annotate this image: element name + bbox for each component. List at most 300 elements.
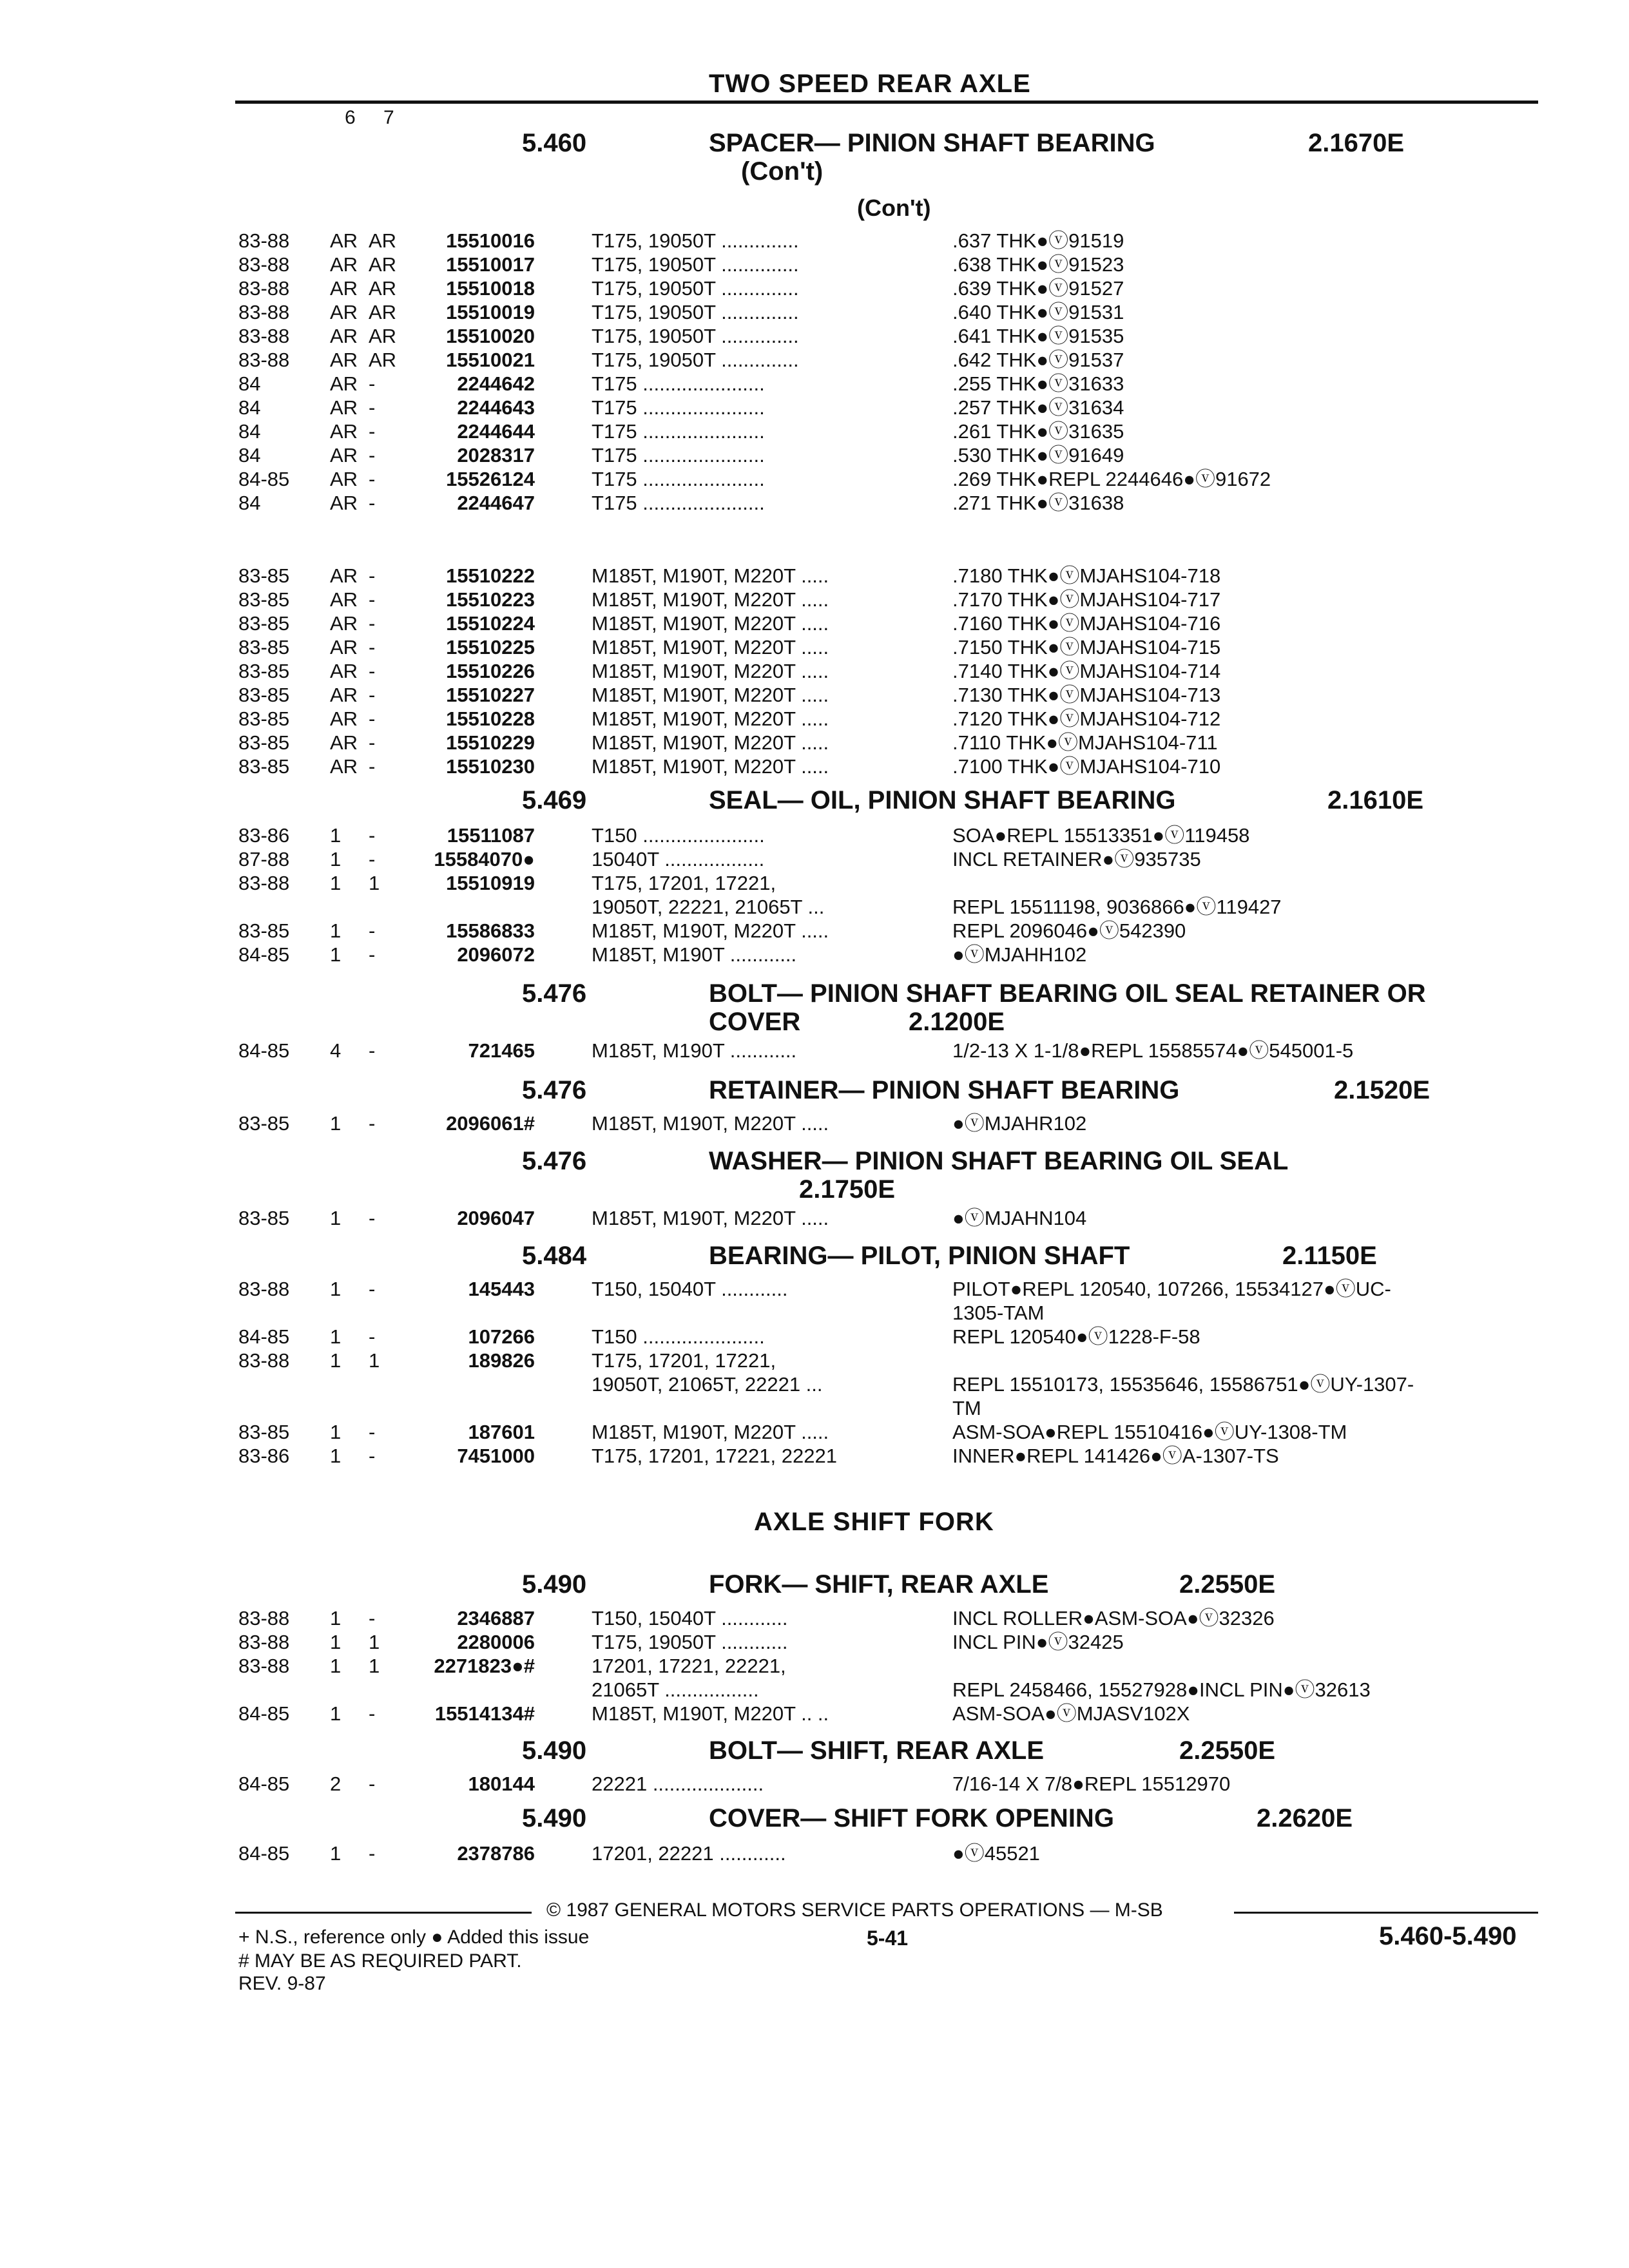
quantity-col-7: - (369, 396, 376, 419)
part-number: 2280006 (457, 1631, 535, 1653)
part-row (0, 324, 1629, 348)
description: ●ⓥ45521 (952, 1842, 1040, 1865)
section-header-retainer (522, 1076, 1553, 1104)
footer-note-ns: + N.S., reference only ● Added this issue (238, 1927, 590, 1948)
application: 17201, 22221 ............ (592, 1842, 786, 1865)
part-number: 2271823●# (434, 1655, 535, 1677)
section-number: 5.490 (522, 1804, 587, 1832)
application: M185T, M190T, M220T ..... (592, 1112, 829, 1135)
quantity-col-6: AR (330, 564, 358, 587)
quantity-col-6: 1 (330, 1325, 342, 1348)
description: .7130 THK●ⓥMJAHS104-713 (952, 684, 1221, 706)
description: INCL PIN●ⓥ32425 (952, 1631, 1124, 1653)
part-row (0, 1325, 1629, 1349)
part-row (0, 1372, 1629, 1396)
part-row (0, 1444, 1629, 1468)
subsection-title: AXLE SHIFT FORK (754, 1508, 994, 1536)
application: M185T, M190T, M220T ..... (592, 588, 829, 611)
quantity-col-7: - (369, 636, 376, 658)
quantity-col-6: AR (330, 707, 358, 730)
quantity-col-6: AR (330, 325, 358, 347)
section-header-cover (522, 1804, 1553, 1832)
description: REPL 120540●ⓥ1228-F-58 (952, 1325, 1200, 1348)
part-row (0, 1039, 1629, 1062)
part-number: 15526124 (446, 468, 535, 490)
quantity-col-7: - (369, 444, 376, 466)
description: .7110 THK●ⓥMJAHS104-711 (952, 731, 1218, 754)
description: PILOT●REPL 120540, 107266, 15534127●ⓥUC- (952, 1278, 1391, 1300)
part-number: 15510222 (446, 564, 535, 587)
part-row (0, 300, 1629, 324)
application: M185T, M190T, M220T ..... (592, 636, 829, 658)
quantity-col-7: - (369, 660, 376, 682)
part-row (0, 253, 1629, 276)
quantity-col-6: AR (330, 612, 358, 635)
quantity-col-6: 1 (330, 943, 342, 966)
part-row (0, 707, 1629, 731)
description: ●ⓥMJAHH102 (952, 943, 1087, 966)
quantity-col-7: - (369, 1445, 376, 1467)
part-number: 15510223 (446, 588, 535, 611)
quantity-col-7: - (369, 1421, 376, 1443)
part-row (0, 847, 1629, 871)
part-row (0, 1396, 1629, 1420)
part-row (0, 276, 1629, 300)
column-7-label: 7 (383, 107, 394, 128)
quantity-col-6: 1 (330, 1842, 342, 1865)
page-range: 5.460-5.490 (1379, 1922, 1517, 1950)
description: INCL RETAINER●ⓥ935735 (952, 848, 1201, 870)
footer-rule-right (1234, 1912, 1538, 1914)
model-years: 83-88 (238, 349, 290, 371)
section-name-line2: (Con't) (741, 157, 824, 186)
part-number: 721465 (468, 1039, 535, 1062)
model-years: 83-88 (238, 229, 290, 252)
application: T175 ...................... (592, 492, 765, 514)
application: M185T, M190T ............ (592, 943, 797, 966)
description: .640 THK●ⓥ91531 (952, 301, 1124, 323)
quantity-col-7: AR (369, 277, 397, 300)
quantity-col-6: AR (330, 755, 358, 778)
description: .255 THK●ⓥ31633 (952, 372, 1124, 395)
quantity-col-7: - (369, 684, 376, 706)
part-number: 145443 (468, 1278, 535, 1300)
section-code: 2.1750E (799, 1175, 896, 1204)
quantity-col-6: AR (330, 372, 358, 395)
model-years: 87-88 (238, 848, 290, 870)
section-name: SPACER— PINION SHAFT BEARING (709, 129, 1155, 157)
description: .7150 THK●ⓥMJAHS104-715 (952, 636, 1221, 658)
part-number: 2096072 (457, 943, 535, 966)
quantity-col-7: - (369, 1325, 376, 1348)
quantity-col-7: 1 (369, 1655, 380, 1677)
part-number: 189826 (468, 1349, 535, 1372)
section-header-washer (522, 1147, 1553, 1204)
application: T175 ...................... (592, 444, 765, 466)
copyright: © 1987 GENERAL MOTORS SERVICE PARTS OPERATIONS — M-SB (546, 1899, 1163, 1921)
section-header-bolt-retainer (522, 979, 1553, 1036)
application: T150, 15040T ............ (592, 1607, 788, 1629)
section-code: 2.2550E (1179, 1570, 1276, 1599)
application: T175, 17201, 17221, (592, 872, 776, 894)
part-number: 15510018 (446, 277, 535, 300)
description: 1/2-13 X 1-1/8●REPL 15585574●ⓥ545001-5 (952, 1039, 1354, 1062)
section-number: 5.490 (522, 1736, 587, 1765)
quantity-col-6: AR (330, 349, 358, 371)
quantity-col-6: AR (330, 731, 358, 754)
application: T175 ...................... (592, 372, 765, 395)
part-number: 2244647 (457, 492, 535, 514)
model-years: 83-88 (238, 277, 290, 300)
part-row (0, 919, 1629, 943)
quantity-col-7: - (369, 372, 376, 395)
part-number: 15586833 (446, 919, 535, 942)
application: 21065T ................. (592, 1678, 759, 1701)
quantity-col-7: - (369, 824, 376, 847)
application: T175, 19050T .............. (592, 229, 799, 252)
application: T175, 19050T ............ (592, 1631, 788, 1653)
model-years: 83-85 (238, 1421, 290, 1443)
section-number: 5.476 (522, 1147, 587, 1175)
part-number: 15510230 (446, 755, 535, 778)
model-years: 83-85 (238, 1207, 290, 1229)
part-row (0, 588, 1629, 611)
quantity-col-7: - (369, 943, 376, 966)
quantity-col-7: - (369, 919, 376, 942)
model-years: 83-85 (238, 612, 290, 635)
part-row (0, 1301, 1629, 1325)
quantity-col-7: - (369, 1207, 376, 1229)
section-name-line2: COVER (709, 1008, 801, 1036)
part-row (0, 443, 1629, 467)
quantity-col-6: 1 (330, 1207, 342, 1229)
header-rule (235, 101, 1538, 104)
part-number: 107266 (468, 1325, 535, 1348)
section-number: 5.460 (522, 129, 587, 157)
quantity-col-7: - (369, 1112, 376, 1135)
application: M185T, M190T, M220T ..... (592, 684, 829, 706)
part-row (0, 1841, 1629, 1865)
description: .642 THK●ⓥ91537 (952, 349, 1124, 371)
description: .271 THK●ⓥ31638 (952, 492, 1124, 514)
part-row (0, 611, 1629, 635)
quantity-col-6: AR (330, 420, 358, 443)
section-number: 5.476 (522, 979, 587, 1008)
quantity-col-7: 1 (369, 872, 380, 894)
quantity-col-6: 1 (330, 919, 342, 942)
part-row (0, 1420, 1629, 1444)
application: 15040T .................. (592, 848, 765, 870)
quantity-col-7: - (369, 1039, 376, 1062)
continued-label: (Con't) (857, 195, 931, 221)
part-row (0, 823, 1629, 847)
revision: REV. 9-87 (238, 1973, 326, 1994)
quantity-col-6: 1 (330, 1421, 342, 1443)
description: 1305-TAM (952, 1302, 1045, 1324)
model-years: 84-85 (238, 468, 290, 490)
model-years: 84 (238, 444, 261, 466)
application: T175, 19050T .............. (592, 253, 799, 276)
part-row (0, 635, 1629, 659)
quantity-col-7: - (369, 612, 376, 635)
model-years: 83-85 (238, 588, 290, 611)
section-name: WASHER— PINION SHAFT BEARING OIL SEAL (709, 1147, 1289, 1175)
description: .530 THK●ⓥ91649 (952, 444, 1124, 466)
application: T175, 19050T .............. (592, 301, 799, 323)
description: REPL 2096046●ⓥ542390 (952, 919, 1186, 942)
part-row (0, 1206, 1629, 1230)
model-years: 84-85 (238, 1702, 290, 1725)
footer-rule-left (235, 1912, 532, 1914)
model-years: 83-85 (238, 660, 290, 682)
part-number: 15510017 (446, 253, 535, 276)
application: 22221 .................... (592, 1773, 764, 1795)
part-row (0, 1772, 1629, 1796)
application: T175, 17201, 17221, (592, 1349, 776, 1372)
part-row (0, 372, 1629, 396)
application: T175 ...................... (592, 468, 765, 490)
model-years: 84 (238, 492, 261, 514)
application: T150, 15040T ............ (592, 1278, 788, 1300)
part-number: 15510919 (446, 872, 535, 894)
quantity-col-6: 1 (330, 1655, 342, 1677)
part-number: 15510021 (446, 349, 535, 371)
application: T150 ...................... (592, 824, 765, 847)
part-number: 15510224 (446, 612, 535, 635)
section-code: 2.1200E (909, 1008, 1005, 1036)
description: .7180 THK●ⓥMJAHS104-718 (952, 564, 1221, 587)
description: INCL ROLLER●ASM-SOA●ⓥ32326 (952, 1607, 1275, 1629)
model-years: 83-88 (238, 253, 290, 276)
section-name: FORK— SHIFT, REAR AXLE (709, 1570, 1049, 1599)
quantity-col-6: AR (330, 468, 358, 490)
quantity-col-7: - (369, 1773, 376, 1795)
application: 17201, 17221, 22221, (592, 1655, 786, 1677)
description: .269 THK●REPL 2244646●ⓥ91672 (952, 468, 1271, 490)
section-number: 5.476 (522, 1076, 587, 1104)
quantity-col-6: 2 (330, 1773, 342, 1795)
section-name: BOLT— SHIFT, REAR AXLE (709, 1736, 1044, 1765)
model-years: 84 (238, 396, 261, 419)
quantity-col-6: AR (330, 253, 358, 276)
quantity-col-6: 4 (330, 1039, 342, 1062)
description: ●ⓥMJAHR102 (952, 1112, 1087, 1135)
model-years: 83-86 (238, 824, 290, 847)
quantity-col-6: 1 (330, 1702, 342, 1725)
column-6-label: 6 (345, 107, 356, 128)
application: 19050T, 21065T, 22221 ... (592, 1373, 823, 1396)
quantity-col-6: 1 (330, 1607, 342, 1629)
quantity-col-7: - (369, 468, 376, 490)
part-number: 15584070● (434, 848, 535, 870)
section-header-shift-bolt (522, 1736, 1553, 1765)
description: .7120 THK●ⓥMJAHS104-712 (952, 707, 1221, 730)
part-row (0, 683, 1629, 707)
description: INNER●REPL 141426●ⓥA-1307-TS (952, 1445, 1279, 1467)
part-number: 15510227 (446, 684, 535, 706)
quantity-col-6: AR (330, 636, 358, 658)
section-number: 5.490 (522, 1570, 587, 1599)
part-number: 7451000 (457, 1445, 535, 1467)
part-row (0, 1654, 1629, 1678)
quantity-col-6: 1 (330, 848, 342, 870)
description: .7100 THK●ⓥMJAHS104-710 (952, 755, 1221, 778)
application: M185T, M190T, M220T ..... (592, 755, 829, 778)
model-years: 83-88 (238, 872, 290, 894)
quantity-col-6: AR (330, 229, 358, 252)
quantity-col-7: AR (369, 349, 397, 371)
model-years: 83-85 (238, 707, 290, 730)
part-row (0, 943, 1629, 966)
application: T175, 19050T .............. (592, 277, 799, 300)
quantity-col-6: 1 (330, 1445, 342, 1467)
page-number: 5-41 (867, 1927, 909, 1950)
part-row (0, 491, 1629, 515)
description: SOA●REPL 15513351●ⓥ119458 (952, 824, 1250, 847)
quantity-col-6: AR (330, 588, 358, 611)
section-name: BEARING— PILOT, PINION SHAFT (709, 1242, 1130, 1270)
application: T175, 19050T .............. (592, 349, 799, 371)
part-row (0, 1111, 1629, 1135)
part-number: 15510228 (446, 707, 535, 730)
quantity-col-6: AR (330, 684, 358, 706)
part-row (0, 348, 1629, 372)
application: M185T, M190T ............ (592, 1039, 797, 1062)
description: TM (952, 1397, 981, 1419)
application: M185T, M190T, M220T .. .. (592, 1702, 829, 1725)
model-years: 83-88 (238, 1607, 290, 1629)
application: T175 ...................... (592, 420, 765, 443)
page-title: TWO SPEED REAR AXLE (709, 70, 1031, 98)
quantity-col-6: 1 (330, 1278, 342, 1300)
application: M185T, M190T, M220T ..... (592, 1207, 829, 1229)
section-header-fork (522, 1570, 1553, 1599)
part-number: 15510019 (446, 301, 535, 323)
section-number: 5.469 (522, 786, 587, 814)
part-number: 15510016 (446, 229, 535, 252)
quantity-col-6: AR (330, 660, 358, 682)
part-number: 2028317 (457, 444, 535, 466)
description: ASM-SOA●REPL 15510416●ⓥUY-1308-TM (952, 1421, 1347, 1443)
quantity-col-6: 1 (330, 1631, 342, 1653)
quantity-col-6: 1 (330, 824, 342, 847)
part-number: 15514134# (434, 1702, 535, 1725)
description: REPL 2458466, 15527928●INCL PIN●ⓥ32613 (952, 1678, 1371, 1701)
quantity-col-6: AR (330, 277, 358, 300)
application: M185T, M190T, M220T ..... (592, 660, 829, 682)
model-years: 84 (238, 420, 261, 443)
section-code: 2.1610E (1327, 786, 1424, 814)
quantity-col-7: - (369, 1278, 376, 1300)
quantity-col-7: - (369, 420, 376, 443)
part-number: 2244642 (457, 372, 535, 395)
quantity-col-7: - (369, 731, 376, 754)
part-row (0, 467, 1629, 491)
part-number: 2244644 (457, 420, 535, 443)
quantity-col-6: AR (330, 301, 358, 323)
part-number: 15510226 (446, 660, 535, 682)
quantity-col-6: AR (330, 492, 358, 514)
description: .637 THK●ⓥ91519 (952, 229, 1124, 252)
part-row (0, 731, 1629, 754)
quantity-col-6: 1 (330, 872, 342, 894)
part-row (0, 396, 1629, 419)
part-row (0, 564, 1629, 588)
description: .638 THK●ⓥ91523 (952, 253, 1124, 276)
part-row (0, 1606, 1629, 1630)
part-row (0, 871, 1629, 895)
application: M185T, M190T, M220T ..... (592, 612, 829, 635)
description: .261 THK●ⓥ31635 (952, 420, 1124, 443)
quantity-col-7: - (369, 755, 376, 778)
section-name: COVER— SHIFT FORK OPENING (709, 1804, 1114, 1832)
quantity-col-7: 1 (369, 1631, 380, 1653)
quantity-col-7: 1 (369, 1349, 380, 1372)
model-years: 83-85 (238, 919, 290, 942)
application: M185T, M190T, M220T ..... (592, 919, 829, 942)
quantity-col-7: - (369, 1702, 376, 1725)
model-years: 83-85 (238, 564, 290, 587)
part-row (0, 1678, 1629, 1702)
part-row (0, 1702, 1629, 1725)
model-years: 83-85 (238, 684, 290, 706)
quantity-col-7: - (369, 492, 376, 514)
part-number: 2096047 (457, 1207, 535, 1229)
model-years: 83-88 (238, 325, 290, 347)
model-years: 83-85 (238, 1112, 290, 1135)
part-number: 187601 (468, 1421, 535, 1443)
quantity-col-7: AR (369, 325, 397, 347)
description: REPL 15511198, 9036866●ⓥ119427 (952, 896, 1282, 918)
model-years: 83-88 (238, 1655, 290, 1677)
quantity-col-7: AR (369, 253, 397, 276)
description: .7160 THK●ⓥMJAHS104-716 (952, 612, 1221, 635)
application: T175, 19050T .............. (592, 325, 799, 347)
section-code: 2.1150E (1282, 1242, 1377, 1270)
quantity-col-7: - (369, 848, 376, 870)
quantity-col-6: AR (330, 444, 358, 466)
section-code: 2.2550E (1179, 1736, 1276, 1765)
model-years: 84-85 (238, 1773, 290, 1795)
section-name: BOLT— PINION SHAFT BEARING OIL SEAL RETAINER OR (709, 979, 1426, 1008)
section-code: 2.2620E (1257, 1804, 1353, 1832)
model-years: 84-85 (238, 1842, 290, 1865)
section-code: 2.1670E (1308, 129, 1405, 157)
model-years: 84 (238, 372, 261, 395)
part-row (0, 659, 1629, 683)
part-number: 15511087 (447, 824, 535, 847)
part-number: 15510229 (446, 731, 535, 754)
description: 7/16-14 X 7/8●REPL 15512970 (952, 1773, 1231, 1795)
description: .639 THK●ⓥ91527 (952, 277, 1124, 300)
part-number: 180144 (468, 1773, 535, 1795)
quantity-col-7: - (369, 1607, 376, 1629)
application: T175 ...................... (592, 396, 765, 419)
part-number: 2244643 (457, 396, 535, 419)
description: ●ⓥMJAHN104 (952, 1207, 1087, 1229)
section-name: SEAL— OIL, PINION SHAFT BEARING (709, 786, 1176, 814)
application: M185T, M190T, M220T ..... (592, 1421, 829, 1443)
application: M185T, M190T, M220T ..... (592, 707, 829, 730)
application: M185T, M190T, M220T ..... (592, 731, 829, 754)
section-header-bearing (522, 1242, 1553, 1270)
model-years: 83-86 (238, 1445, 290, 1467)
application: 19050T, 22221, 21065T ... (592, 896, 825, 918)
description: .7170 THK●ⓥMJAHS104-717 (952, 588, 1221, 611)
quantity-col-7: - (369, 588, 376, 611)
section-header-seal (522, 786, 1553, 814)
part-number: 15510225 (446, 636, 535, 658)
